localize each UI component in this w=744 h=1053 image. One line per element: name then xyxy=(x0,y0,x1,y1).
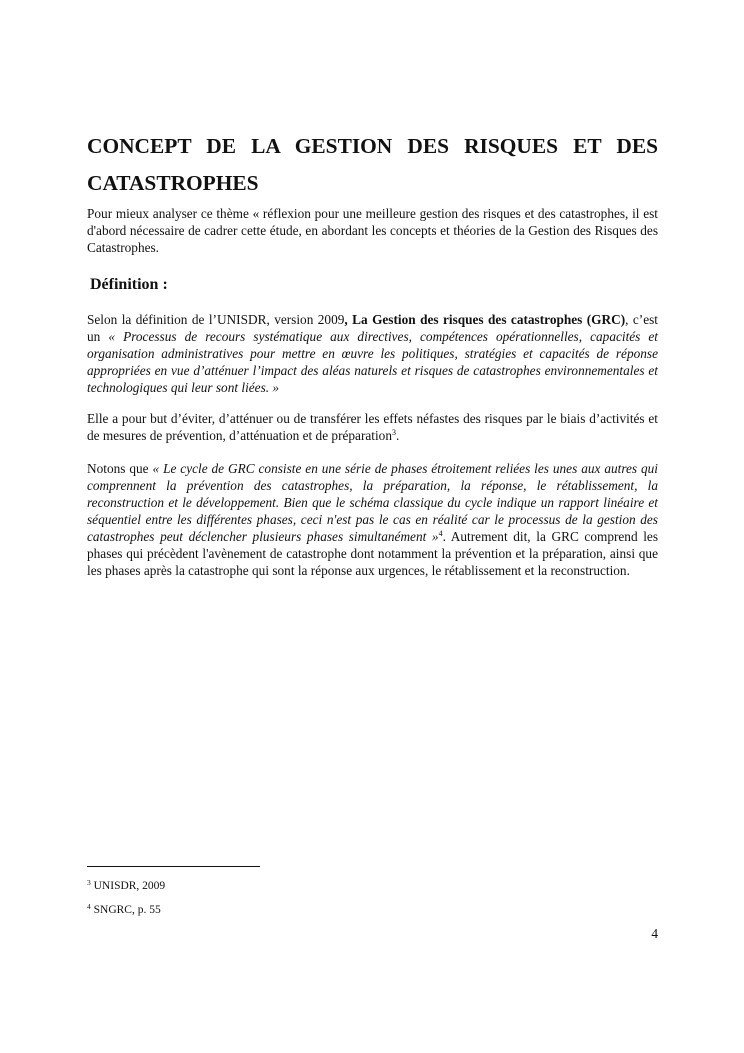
intro-paragraph: Pour mieux analyser ce thème « réflexion pour une meilleure gestion des risques et des catastrophes, il est d'abord nécessaire de cadrer cette étude, en abordant les concepts et théories de la Gestion des Risques des Catastrophes. xyxy=(87,206,658,255)
page-title: CONCEPT DE LA GESTION DES RISQUES ET DES CATASTROPHES xyxy=(87,134,658,195)
footnote-3 xyxy=(87,879,165,893)
purpose-text: Elle a pour but d’éviter, d’atténuer ou de transférer les effets néfastes des risques par le biais d’activités et de mesures de prévention, d’atténuation et de préparation xyxy=(87,411,658,443)
purpose-paragraph xyxy=(87,410,658,444)
page-number: 4 xyxy=(651,926,658,941)
cycle-lead: Notons que xyxy=(87,461,153,476)
cycle-quote: « Le cycle de GRC consiste en une série de phases étroitement reliées les unes aux autres qui comprennent la prévention des catastrophes, la préparation, la réponse, le rétablissement, la reconstruction et le développement. Bien que le schéma classique du cycle indique un rapport linéaire et séquentiel entre les différentes phases, ceci n'est pas le cas en réalité car le processus de la gestion des catastrophes peut déclencher plusieurs phases simultanément » xyxy=(87,461,658,544)
purpose-end: . xyxy=(395,428,400,443)
definition-term: , La Gestion des risques des catastrophes (GRC) xyxy=(344,312,626,327)
cycle-rest: . Autrement dit, la GRC comprend les phases qui précèdent l'avènement de catastrophe dont notamment la prévention et la préparation, ainsi que les phases après la catastrophe qui sont la réponse aux urgences, le rétablissement et la reconstruction. xyxy=(87,529,658,578)
footnote-4 xyxy=(87,903,161,917)
footnote-number: 4 xyxy=(87,902,91,911)
footnote-separator xyxy=(87,866,260,867)
footnote-ref-3[interactable]: 3 xyxy=(391,428,396,437)
definition-paragraph xyxy=(87,311,658,396)
footnote-text: SNGRC, p. 55 xyxy=(93,904,161,916)
definition-heading: Définition : xyxy=(90,276,168,293)
definition-connector: , c’est un xyxy=(87,312,659,344)
footnote-text: UNISDR, 2009 xyxy=(93,880,166,892)
definition-lead: Selon la définition de l’UNISDR, version 2009 xyxy=(87,312,345,327)
definition-quote: « Processus de recours systématique aux directives, compétences opérationnelles, capacités et organisation administratives pour mettre en œuvre les politiques, stratégies et capacités de réponse appropriées en vue d’atténuer l’impact des aléas naturels et risques de catastrophes environnementales et technologiques qui leur sont liées. » xyxy=(87,329,659,395)
cycle-paragraph xyxy=(87,460,658,579)
footnote-number: 3 xyxy=(87,878,91,887)
footnote-ref-4[interactable]: 4 xyxy=(438,529,443,538)
